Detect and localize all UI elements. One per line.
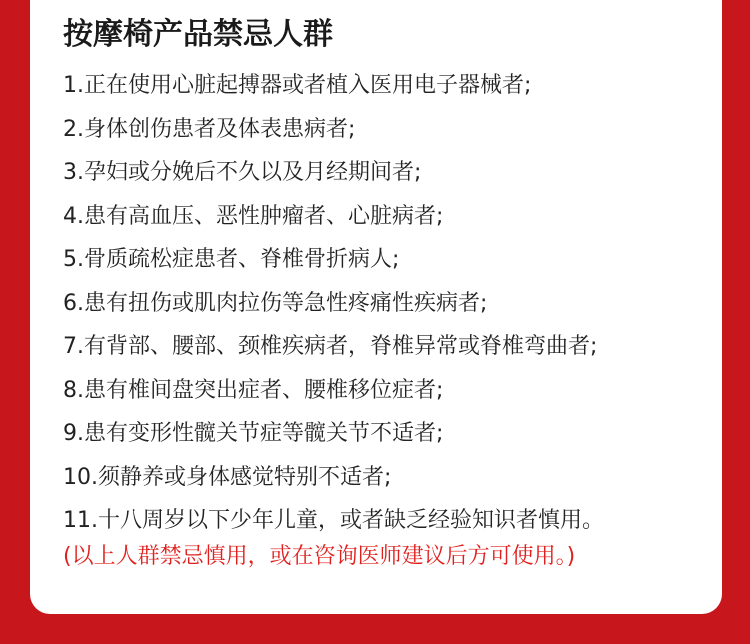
contraindications-card <box>30 0 722 614</box>
usage-note: (以上人群禁忌慎用，或在咨询医师建议后方可使用。) <box>63 544 576 569</box>
list-item: 5.骨质疏松症患者、脊椎骨折病人; <box>63 247 400 272</box>
list-item: 6.患有扭伤或肌肉拉伤等急性疼痛性疾病者; <box>63 290 488 316</box>
list-item: 1.正在使用心脏起搏器或者植入医用电子器械者; <box>63 73 532 98</box>
list-item: 7.有背部、腰部、颈椎疾病者，脊椎异常或脊椎弯曲者; <box>63 334 598 359</box>
list-item: 3.孕妇或分娩后不久以及月经期间者; <box>63 160 422 185</box>
contraindication-list <box>63 64 604 543</box>
list-item: 2.身体创伤患者及体表患病者; <box>63 116 356 142</box>
list-item: 8.患有椎间盘突出症者、腰椎移位症者; <box>63 377 444 403</box>
list-item: 11.十八周岁以下少年儿童，或者缺乏经验知识者慎用。 <box>63 508 604 533</box>
page-title: 按摩椅产品禁忌人群 <box>63 17 333 52</box>
list-item: 10.须静养或身体感觉特别不适者; <box>63 464 392 490</box>
list-item: 4.患有高血压、恶性肿瘤者、心脏病者; <box>63 203 444 229</box>
list-item: 9.患有变形性髋关节症等髋关节不适者; <box>63 421 444 446</box>
